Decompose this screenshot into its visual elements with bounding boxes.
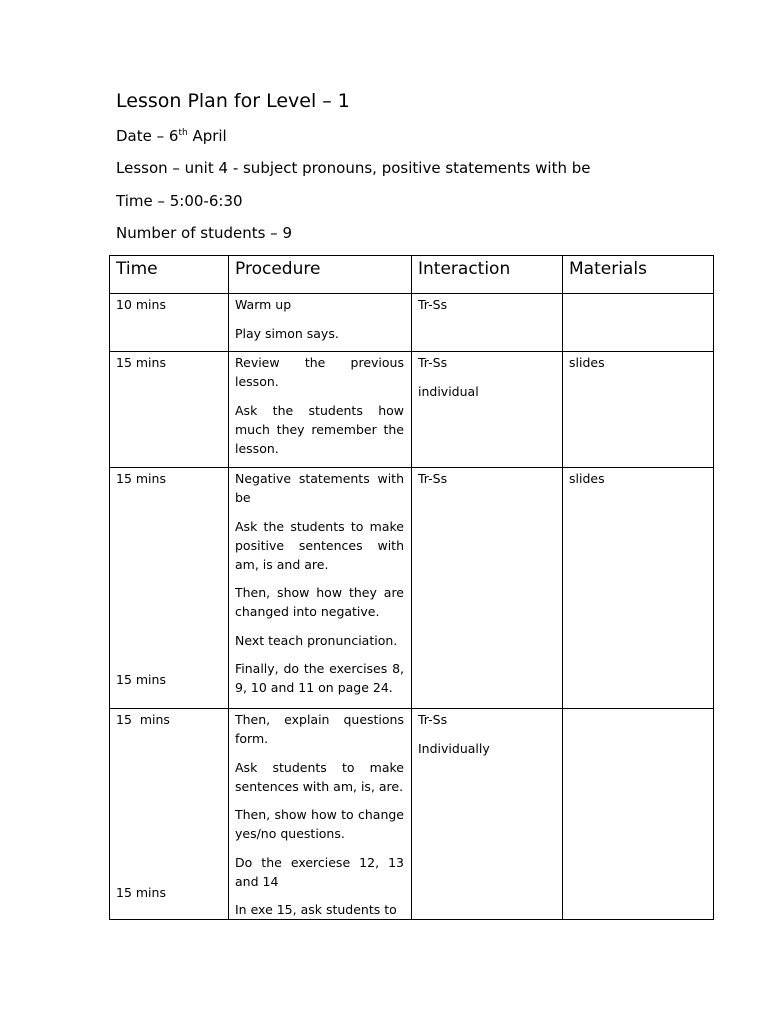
page-title: Lesson Plan for Level – 1 (116, 90, 350, 112)
interaction-value: Tr-Ss (418, 712, 448, 727)
procedure-step: Then, show how to change yes/no questions. (235, 807, 404, 841)
materials-value: slides (569, 355, 605, 370)
procedure-step: Then, show how they are changed into negative. (235, 585, 404, 619)
procedure-cell (229, 294, 412, 352)
lesson-line: Lesson – unit 4 - subject pronouns, positive statements with be (116, 159, 591, 177)
time-value-secondary: 15 mins (116, 885, 166, 900)
procedure-step: Ask students to make sentences with am, is, are. (235, 759, 404, 794)
time-value: 15 mins (116, 355, 166, 370)
interaction-cell (412, 709, 563, 920)
interaction-value: Individually (418, 740, 490, 756)
procedure-step: Finally, do the exercises 8, 9, 10 and 11 on page 24. (235, 661, 404, 695)
table-row (110, 468, 714, 709)
time-value: 10 mins (116, 297, 166, 312)
interaction-value: individual (418, 383, 479, 399)
header-materials: Materials (563, 256, 714, 294)
procedure-cell (229, 709, 412, 920)
procedure-cell (229, 352, 412, 468)
header-procedure: Procedure (229, 256, 412, 294)
procedure-step: Negative statements with be (235, 471, 404, 505)
procedure-cell (229, 468, 412, 709)
date-line (116, 126, 227, 146)
procedure-step: Warm up (235, 297, 292, 312)
table-row (110, 709, 714, 920)
lesson-plan-table (109, 255, 714, 920)
interaction-cell (412, 468, 563, 709)
interaction-value: Tr-Ss (418, 297, 448, 312)
materials-cell (563, 709, 714, 920)
procedure-step: Play simon says. (235, 325, 339, 341)
procedure-step: Ask the students to make positive sentences with am, is and are. (235, 518, 404, 572)
procedure-step: Then, explain questions form. (235, 712, 404, 746)
procedure-step: Next teach pronunciation. (235, 632, 398, 648)
procedure-step: Ask the students how much they remember the lesson. (235, 402, 404, 456)
materials-cell (563, 294, 714, 352)
header-interaction: Interaction (412, 256, 563, 294)
table-row (110, 352, 714, 468)
interaction-value: Tr-Ss (418, 471, 448, 486)
time-value-secondary: 15 mins (116, 672, 166, 687)
date-prefix: Date – 6 (116, 127, 179, 145)
time-cell (110, 352, 229, 468)
time-value: 15 mins (116, 471, 166, 486)
time-cell (110, 468, 229, 709)
materials-cell (563, 352, 714, 468)
date-month: April (187, 127, 227, 145)
time-value: 15 mins (116, 712, 170, 727)
table-row (110, 294, 714, 352)
header-time: Time (110, 256, 229, 294)
interaction-cell (412, 294, 563, 352)
procedure-step: In exe 15, ask students to (235, 902, 397, 917)
time-cell (110, 294, 229, 352)
time-line: Time – 5:00-6:30 (116, 192, 243, 210)
time-cell (110, 709, 229, 920)
materials-value: slides (569, 471, 605, 486)
procedure-step: Review the previous lesson. (235, 355, 404, 389)
date-superscript: th (178, 128, 188, 138)
students-line: Number of students – 9 (116, 224, 292, 242)
materials-cell (563, 468, 714, 709)
interaction-cell (412, 352, 563, 468)
procedure-step: Do the exerciese 12, 13 and 14 (235, 854, 404, 889)
interaction-value: Tr-Ss (418, 355, 448, 370)
table-header-row (110, 256, 714, 294)
